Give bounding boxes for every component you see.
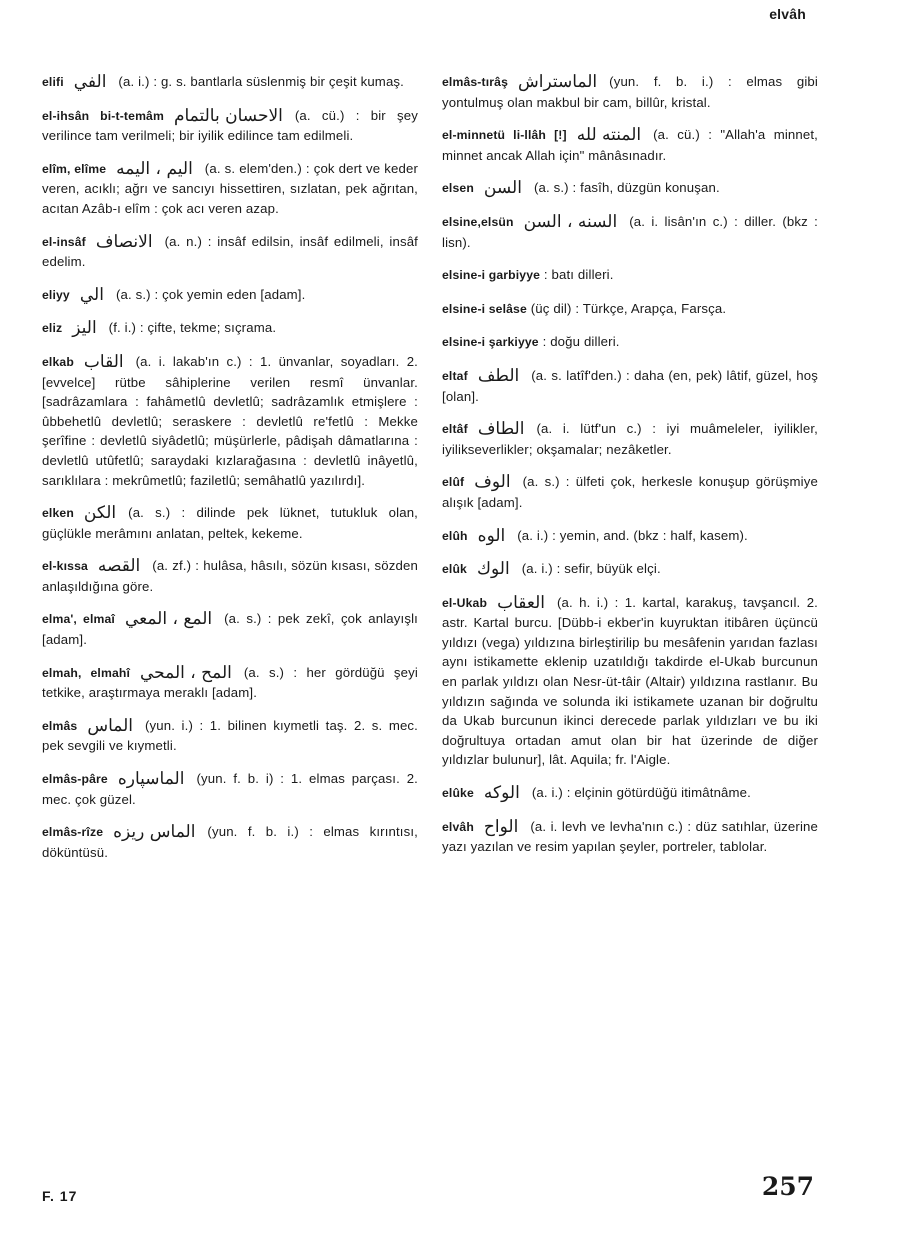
arabic-script: الاحسان بالتمام [173,105,283,126]
arabic-script: الماس [87,715,133,736]
headword: elsine,elsün [442,214,514,229]
headword: elvâh [442,819,474,834]
dictionary-entry [442,559,818,580]
definition: (a. i. lakab'ın c.) : 1. ünvanlar, soyadları. 2. [evvelce] rütbe sâhiplerine verilen resmî ünvanlar. [sadrâzamlara : fahâmetlû devletlû; sadrâzamlık etmişlere : ûbbehetlû devletlû; seraskere : devletlû re'fetlû : Mekke şerîfine : devletlû siyâdetlû; müşürlerle, pâdişah dâmatlarına : devletlû utûfetlû; saraydaki kızlarağasına : devletlû inâyetlû, sarıklılara : mekrûmetlû; faziletlû; semâhatlû yazılırdı]. [42,353,418,488]
definition: (a. zf.) : hulâsa, hâsılı, sözün kısası, sözden anlaşıldığına göre. [42,558,418,594]
headword: elsen [442,181,474,196]
arabic-script: الانصاف [95,231,153,252]
definition: (a. s. latîf'den.) : daha (en, pek) lâtif, güzel, hoş [olan]. [442,367,818,404]
definition: (a. i.) : sefir, büyük elçi. [521,561,661,577]
headword: elmah, elmahî [42,665,131,680]
definition: (yun. f. b. i) : 1. elmas parçası. 2. mec. çok güzel. [42,771,418,807]
headword: elûf [442,475,465,490]
dictionary-entry [42,503,418,543]
arabic-script: الطف [477,365,520,386]
dictionary-entry [442,419,818,459]
definition: (a. s.) : her gördüğü şeyi tetkike, araştırmaya meraklı [adam]. [42,664,418,701]
definition: (a. h. i.) : 1. kartal, karakuş, tavşancıl. 2. astr. Kartal burcu. [Dübb-i ekber'in kuyruktan itibâren üçüncü yıldızı (vega) yıldızına birleştirilip bu mesâfenin yarıdan fazlası aynı istikamette eklenip uzatıldığı takdirde el-Ukab burcunun en parlak yıldızı olan Nesr-üt-tâir (Altair) yıldızına rastlanır. Bu yıldızın sağında ve solunda iki istikamete uzanan bir doğrultu da Ukab burcunun ikinci derecede parlak yıldızları ve bu iki doğrultuya ortadan amut olan bir hat üzerinde de diğer yıldızlar bulunur], lât. Aquila; fr. l'Aigle. [442,594,818,768]
arabic-script: السنه ، السن [523,211,618,232]
dictionary-entry [442,72,818,112]
headword: eliz [42,321,63,336]
arabic-script: الوكه [483,783,520,804]
headword: eliyy [42,287,70,302]
headword: elifi [42,75,64,89]
headword: elma', elmaî [42,612,115,627]
headword: el-insâf [42,234,86,249]
dictionary-entry [42,285,418,306]
headword: elken [42,506,74,521]
definition: (a. i. lisân'ın c.) : diller. (bkz : lisn). [442,213,818,250]
definition: (a. s.) : fasîh, düzgün konuşan. [533,180,720,196]
dictionary-entry [42,159,418,219]
definition: (a. cü.) : bir şey verilince tam verilmeli; bir iyilik edilince tam edilmeli. [42,107,418,144]
dictionary-entry [42,106,418,146]
headword: elmâs [42,718,78,733]
headword: elsine-i garbiyye [442,268,541,283]
arabic-script: الوف [474,472,511,493]
dictionary-entry [42,609,418,649]
arabic-script: اليز [72,318,97,339]
definition: (a. s. elem'den.) : çok dert ve keder veren, acıklı; ağrı ve sancıyı hissettiren, sızlatan, pek ağrıtan, acıtan Azâb-ı elîm : çok acı veren azap. [42,160,418,216]
arabic-script: اليم ، اليمه [116,158,193,179]
dictionary-entry [442,125,818,165]
arabic-script: المنته لله [576,125,642,146]
dictionary-entry [42,663,418,703]
arabic-script: الماستراش [518,72,598,92]
dictionary-entry [442,472,818,512]
dictionary-entry [42,769,418,809]
dictionary-entry [42,716,418,756]
dictionary-entry [442,299,818,320]
dictionary-entry [442,526,818,547]
dictionary-entry [442,783,818,804]
arabic-script: القصه [97,556,141,577]
definition: (üç dil) : Türkçe, Arapça, Farsça. [530,300,727,316]
arabic-script: الماسپاره [117,769,185,790]
dictionary-entry [42,822,418,862]
dictionary-entry [442,817,818,857]
arabic-script: المع ، المعي [124,609,213,630]
right-column [442,72,818,870]
dictionary-entry [42,232,418,272]
headword: el-Ukab [442,595,488,610]
headword: el-ihsân bi-t-temâm [42,108,164,123]
headword: elmâs-rîze [42,825,104,840]
sheet-signature: F. 17 [42,1188,78,1204]
definition: : doğu dilleri. [542,334,620,350]
headword: el-kıssa [42,559,88,574]
arabic-script: الكن [83,503,117,524]
definition: (a. i. levh ve levha'nın c.) : düz satıhlar, üzerine yazı yazılan ve resim yapılan şeyler, portreler, tablolar. [442,818,818,855]
definition: (yun. f. b. i.) : elmas gibi yontulmuş olan makbul bir cam, billûr, kristal. [442,74,818,110]
arabic-script: الي [79,284,104,305]
arabic-script: الوك [477,559,510,580]
headword: elmâs-tırâş [442,75,509,89]
arabic-script: السن [483,178,522,199]
dictionary-entry [42,318,418,339]
headword: elûh [442,528,468,543]
definition: (a. i.) : g. s. bantlarla süslenmiş bir çeşit kumaş. [118,74,404,89]
arabic-script: الوه [477,525,506,546]
guide-word: elvâh [769,6,806,22]
dictionary-entry [442,593,818,770]
definition: (a. n.) : insâf edilsin, insâf edilmeli, insâf edelim. [42,233,418,270]
headword: el-minnetü li-llâh [!] [442,128,567,143]
headword: elîm, elîme [42,161,107,176]
dictionary-entry [442,366,818,406]
definition: (a. s.) : dilinde pek lüknet, tutukluk olan, güçlükle merâmını anlatan, peltek, kekeme. [42,505,418,541]
definition: (a. s.) : ülfeti çok, herkesle konuşup görüşmiye alışık [adam]. [442,474,818,510]
definition: (a. i. lütf'un c.) : iyi muâmeleler, iyilikler, iyilikseverlikler; okşamalar; nezâketler. [442,421,818,457]
headword: elkab [42,354,74,369]
left-column [42,72,418,875]
definition: (yun. i.) : 1. bilinen kıymetli taş. 2. s. mec. pek sevgili ve kıymetli. [42,717,418,754]
dictionary-entry [442,332,818,353]
arabic-script: المح ، المحي [140,662,232,683]
dictionary-entry [42,352,418,490]
page-number: 257 [761,1172,814,1201]
arabic-script: الفي [73,72,107,92]
headword: elmâs-pâre [42,772,108,787]
arabic-script: الماس ريزه [113,822,196,843]
headword: elsine-i şarkiyye [442,335,539,350]
headword: eltaf [442,368,468,383]
definition: (a. i.) : yemin, and. (bkz : half, kasem). [517,527,748,543]
dictionary-entry [442,212,818,252]
definition: (a. s.) : çok yemin eden [adam]. [115,286,306,302]
dictionary-entry [442,265,818,286]
headword: elûk [442,562,467,577]
dictionary-entry [442,178,818,199]
definition: (a. cü.) : "Allah'a minnet, minnet ancak Allah için" mânâsınadır. [442,127,818,163]
definition: (a. i.) : elçinin götürdüğü itimâtnâme. [531,785,751,801]
headword: eltâf [442,422,468,437]
headword: elsine-i selâse [442,301,527,316]
arabic-script: الواح [483,816,519,837]
definition: (f. i.) : çifte, tekme; sıçrama. [108,320,277,336]
dictionary-entry [42,556,418,596]
headword: elûke [442,786,474,801]
definition: (yun. f. b. i.) : elmas kırıntısı, döküntüsü. [42,824,418,860]
definition: (a. s.) : pek zekî, çok anlayışlı [adam]. [42,611,418,648]
definition: : batı dilleri. [543,267,614,283]
arabic-script: القاب [83,351,124,372]
arabic-script: الطاف [477,419,525,440]
dictionary-entry [42,72,418,93]
arabic-script: العقاب [497,592,545,613]
